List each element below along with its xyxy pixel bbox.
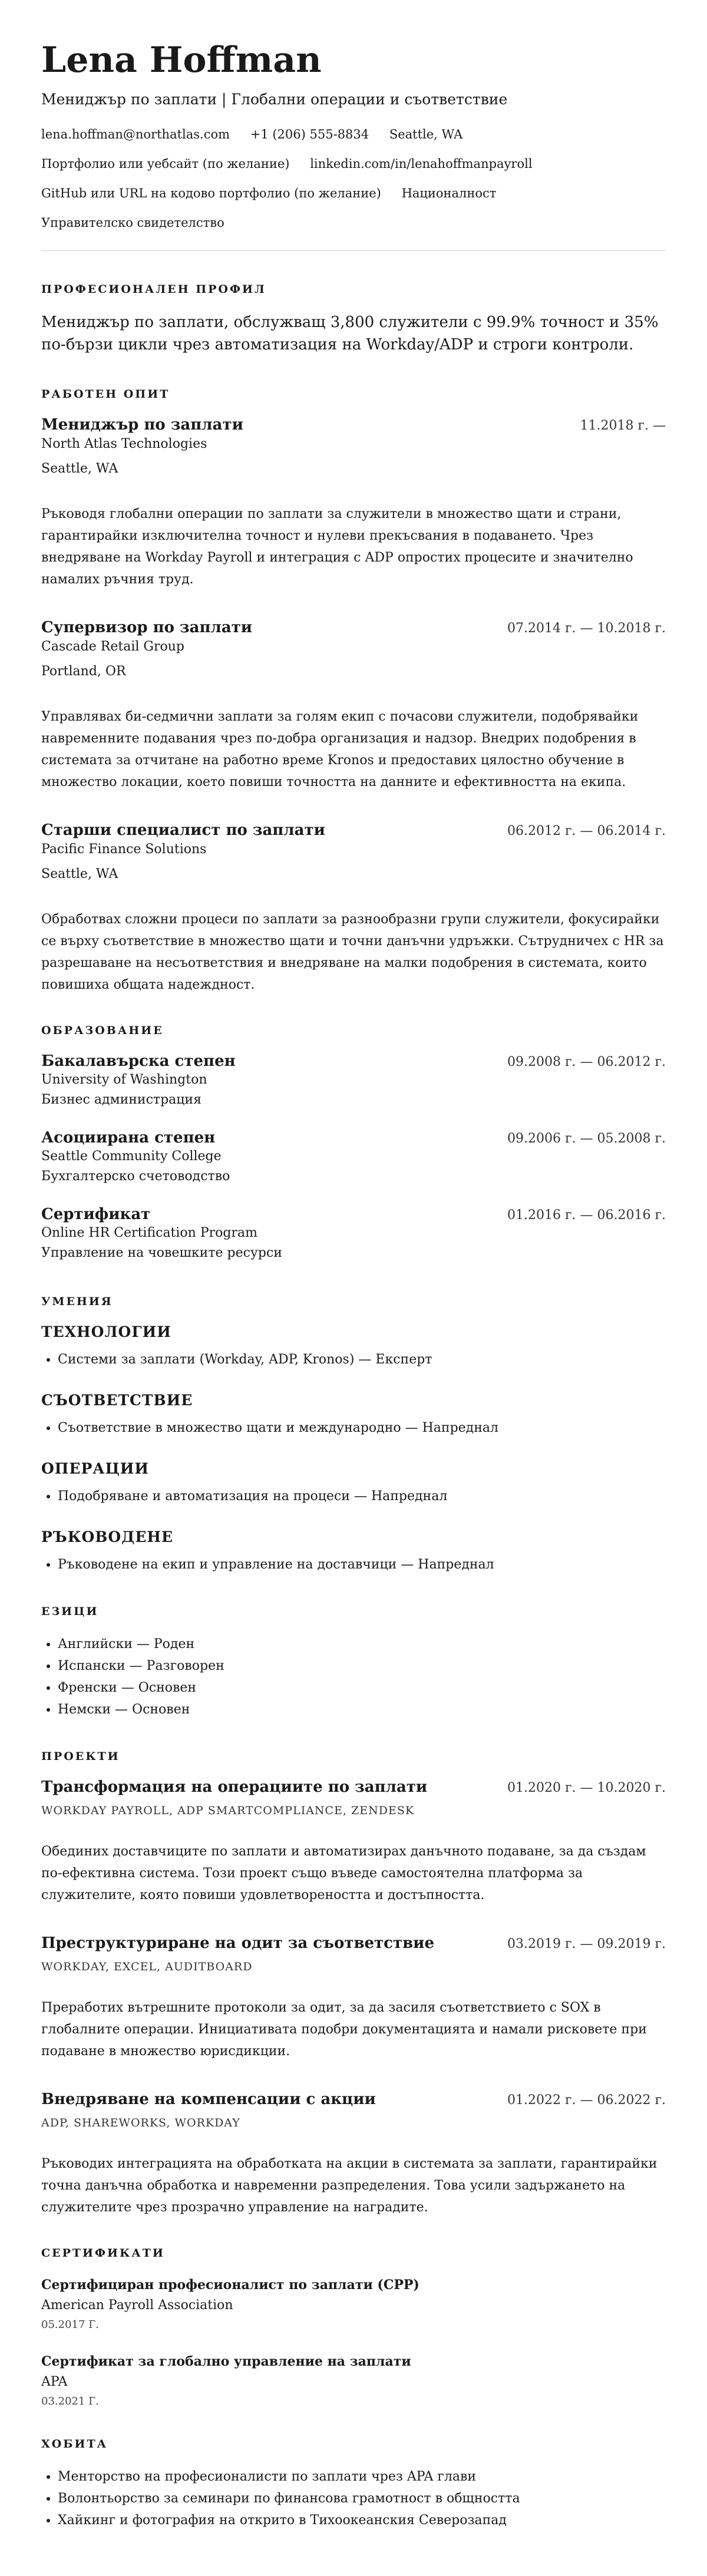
project-title: Внедряване на компенсации с акции — [41, 2090, 376, 2108]
job-company: Cascade Retail Group — [41, 639, 184, 654]
languages-heading: ЕЗИЦИ — [41, 1605, 99, 1618]
certification-name: Сертификат за глобално управление на заплати — [41, 2354, 411, 2369]
project-dates: 03.2019 г. — 09.2019 г. — [507, 1937, 666, 1951]
certification-item — [41, 2275, 666, 2334]
experience-item — [41, 619, 666, 793]
education-item — [41, 1129, 666, 1187]
contact-block — [41, 120, 666, 237]
contact-github[interactable]: GitHub или URL на кодово портфолио (по желание) — [41, 186, 381, 200]
degree-dates: 09.2008 г. — 06.2012 г. — [507, 1055, 666, 1069]
degree-dates: 09.2006 г. — 05.2008 г. — [507, 1131, 666, 1146]
experience-item — [41, 821, 666, 996]
project-tech: ADP, SHAREWORKS, WORKDAY — [41, 2116, 240, 2129]
job-dates: 11.2018 г. — — [580, 418, 666, 433]
skill-group — [41, 1392, 666, 1439]
hobby-list — [41, 2466, 666, 2531]
certification-name: Сертифициран професионалист по заплати (CPP) — [41, 2277, 419, 2293]
degree-title: Бакалавърска степен — [41, 1052, 236, 1070]
degree-title: Асоциирана степен — [41, 1129, 216, 1147]
language-item: • Испански — Разговорен — [58, 1655, 666, 1677]
project-item — [41, 2090, 666, 2218]
project-dates: 01.2022 г. — 06.2022 г. — [507, 2093, 666, 2108]
job-location: Seattle, WA — [41, 867, 118, 881]
profile-heading: ПРОФЕСИОНАЛЕН ПРОФИЛ — [41, 283, 266, 296]
contact-nationality: Националност — [401, 186, 497, 200]
project-item — [41, 1934, 666, 2062]
degree-field: Бизнес администрация — [41, 1092, 201, 1107]
contact-email[interactable]: lena.hoffman@northatlas.com — [41, 127, 230, 141]
job-title: Мениджър по заплати — [41, 416, 243, 434]
job-title: Старши специалист по заплати — [41, 821, 325, 839]
job-dates: 06.2012 г. — 06.2014 г. — [507, 824, 666, 838]
job-company: Pacific Finance Solutions — [41, 842, 207, 857]
education-heading: ОБРАЗОВАНИЕ — [41, 1024, 164, 1037]
job-description: Обработвах сложни процеси по заплати за разнообразни групи служители, фокусирайки се върху съответствие в множество щати и точни данъчни удръжки. Сътрудничех с HR за разрешаване на несъответствия и внедряване на малки подобрения в системата, които повишиха общата надеждност. — [41, 912, 664, 992]
experience-heading: РАБОТЕН ОПИТ — [41, 388, 170, 401]
job-location: Portland, OR — [41, 664, 126, 679]
education-item — [41, 1052, 666, 1110]
profile-summary: Мениджър по заплати, обслужващ 3,800 служители с 99.9% точност и 35% по-бързи цикли чрез автоматизация на Workday/ADP и строги контроли. — [41, 313, 659, 354]
job-description: Управлявах би-седмични заплати за голям екип с почасови служители, подобрявайки навременните подавания чрез по-добра организация и надзор. Внедрих подобрения в системата за отчитане на работно време Kronos и предоставих цялостно обучение в множество локации, което повиши точността на данните и ефективността на екипа. — [41, 709, 639, 790]
certification-issuer: American Payroll Association — [41, 2298, 233, 2313]
skill-item: • Съответствие в множество щати и международно — Напреднал — [58, 1417, 666, 1439]
project-item — [41, 1778, 666, 1906]
skill-item: • Подобряване и автоматизация на процеси — Напреднал — [58, 1485, 666, 1507]
certification-issuer: APA — [41, 2374, 68, 2389]
project-dates: 01.2020 г. — 10.2020 г. — [507, 1781, 666, 1795]
skill-category: РЪКОВОДЕНЕ — [41, 1528, 174, 1545]
skill-item: • Ръководене на екип и управление на доставчици — Напреднал — [58, 1554, 666, 1576]
certification-date: 05.2017 Г. — [41, 2319, 99, 2331]
skills-heading: УМЕНИЯ — [41, 1295, 113, 1308]
certification-item — [41, 2352, 666, 2410]
degree-field: Бухгалтерско счетоводство — [41, 1169, 230, 1184]
school-name: University of Washington — [41, 1072, 207, 1087]
skill-group — [41, 1528, 666, 1576]
candidate-headline: Мениджър по заплати | Глобални операции и съответствие — [41, 91, 508, 108]
contact-certificate: Управителско свидетелство — [41, 216, 224, 230]
certification-date: 03.2021 Г. — [41, 2395, 99, 2407]
skill-item: • Системи за заплати (Workday, ADP, Kronos) — Експерт — [58, 1349, 666, 1370]
job-dates: 07.2014 г. — 10.2018 г. — [507, 621, 666, 636]
project-description: Ръководих интеграцията на обработката на акции в системата за заплати, гарантирайки точна данъчна обработка и навременни разпределения. Това усили задържането на служителите чрез прозрачно управление на наградите. — [41, 2156, 658, 2215]
project-title: Трансформация на операциите по заплати — [41, 1778, 428, 1796]
project-description: Обединих доставчиците по заплати и автоматизирах данъчното подаване, за да създам по-ефективна система. Този проект също въведе самостоятелна платформа за служителите, която повиши удовлетвореността и достъпността. — [41, 1844, 646, 1903]
hobby-item: • Хайкинг и фотография на открито в Тихоокеанския Северозапад — [58, 2509, 666, 2531]
skill-group — [41, 1323, 666, 1370]
degree-title: Сертификат — [41, 1206, 151, 1223]
degree-field: Управление на човешките ресурси — [41, 1246, 282, 1260]
skill-category: ОПЕРАЦИИ — [41, 1460, 149, 1477]
hobbies-heading: ХОБИТА — [41, 2438, 108, 2450]
experience-item — [41, 416, 666, 590]
contact-portfolio[interactable]: Портфолио или уебсайт (по желание) — [41, 157, 290, 171]
school-name: Online HR Certification Program — [41, 1226, 257, 1240]
job-description: Ръководя глобални операции по заплати за служители в множество щати и страни, гарантирайки изключителна точност и нулеви прекъсвания в подаването. Чрез внедряване на Workday Payroll и интеграция с ADP опростих процесите и значително намалих ръчния труд. — [41, 507, 633, 587]
contact-phone[interactable]: +1 (206) 555-8834 — [250, 127, 369, 141]
certifications-heading: СЕРТИФИКАТИ — [41, 2247, 165, 2260]
contact-location: Seattle, WA — [389, 127, 463, 141]
language-item: • Немски — Основен — [58, 1699, 666, 1720]
contact-linkedin[interactable]: linkedin.com/in/lenahoffmanpayroll — [310, 157, 533, 171]
skill-category: ТЕХНОЛОГИИ — [41, 1323, 171, 1340]
candidate-name: Lena Hoffman — [41, 39, 322, 81]
job-company: North Atlas Technologies — [41, 437, 207, 451]
education-item — [41, 1206, 666, 1263]
project-title: Преструктуриране на одит за съответствие — [41, 1934, 434, 1952]
skill-group — [41, 1460, 666, 1507]
job-title: Супервизор по заплати — [41, 619, 253, 636]
project-tech: WORKDAY PAYROLL, ADP SMARTCOMPLIANCE, ZENDESK — [41, 1804, 415, 1817]
language-item: • Френски — Основен — [58, 1677, 666, 1699]
degree-dates: 01.2016 г. — 06.2016 г. — [507, 1208, 666, 1223]
language-item: • Английски — Роден — [58, 1633, 666, 1655]
header-divider — [41, 250, 666, 251]
hobby-item: • Волонтьорство за семинари по финансова грамотност в общността — [58, 2488, 666, 2509]
projects-heading: ПРОЕКТИ — [41, 1750, 120, 1763]
language-list — [41, 1633, 666, 1720]
hobby-item: • Менторство на професионалисти по заплати чрез APA глави — [58, 2466, 666, 2488]
skill-category: СЪОТВЕТСТВИЕ — [41, 1392, 193, 1409]
project-description: Преработих вътрешните протоколи за одит, за да засиля съответствието с SOX в глобалните операции. Инициативата подобри документацията и намали рисковете при подаване в множество юрисдикции. — [41, 2000, 647, 2059]
school-name: Seattle Community College — [41, 1149, 222, 1164]
job-location: Seattle, WA — [41, 461, 118, 476]
project-tech: WORKDAY, EXCEL, AUDITBOARD — [41, 1960, 253, 1973]
